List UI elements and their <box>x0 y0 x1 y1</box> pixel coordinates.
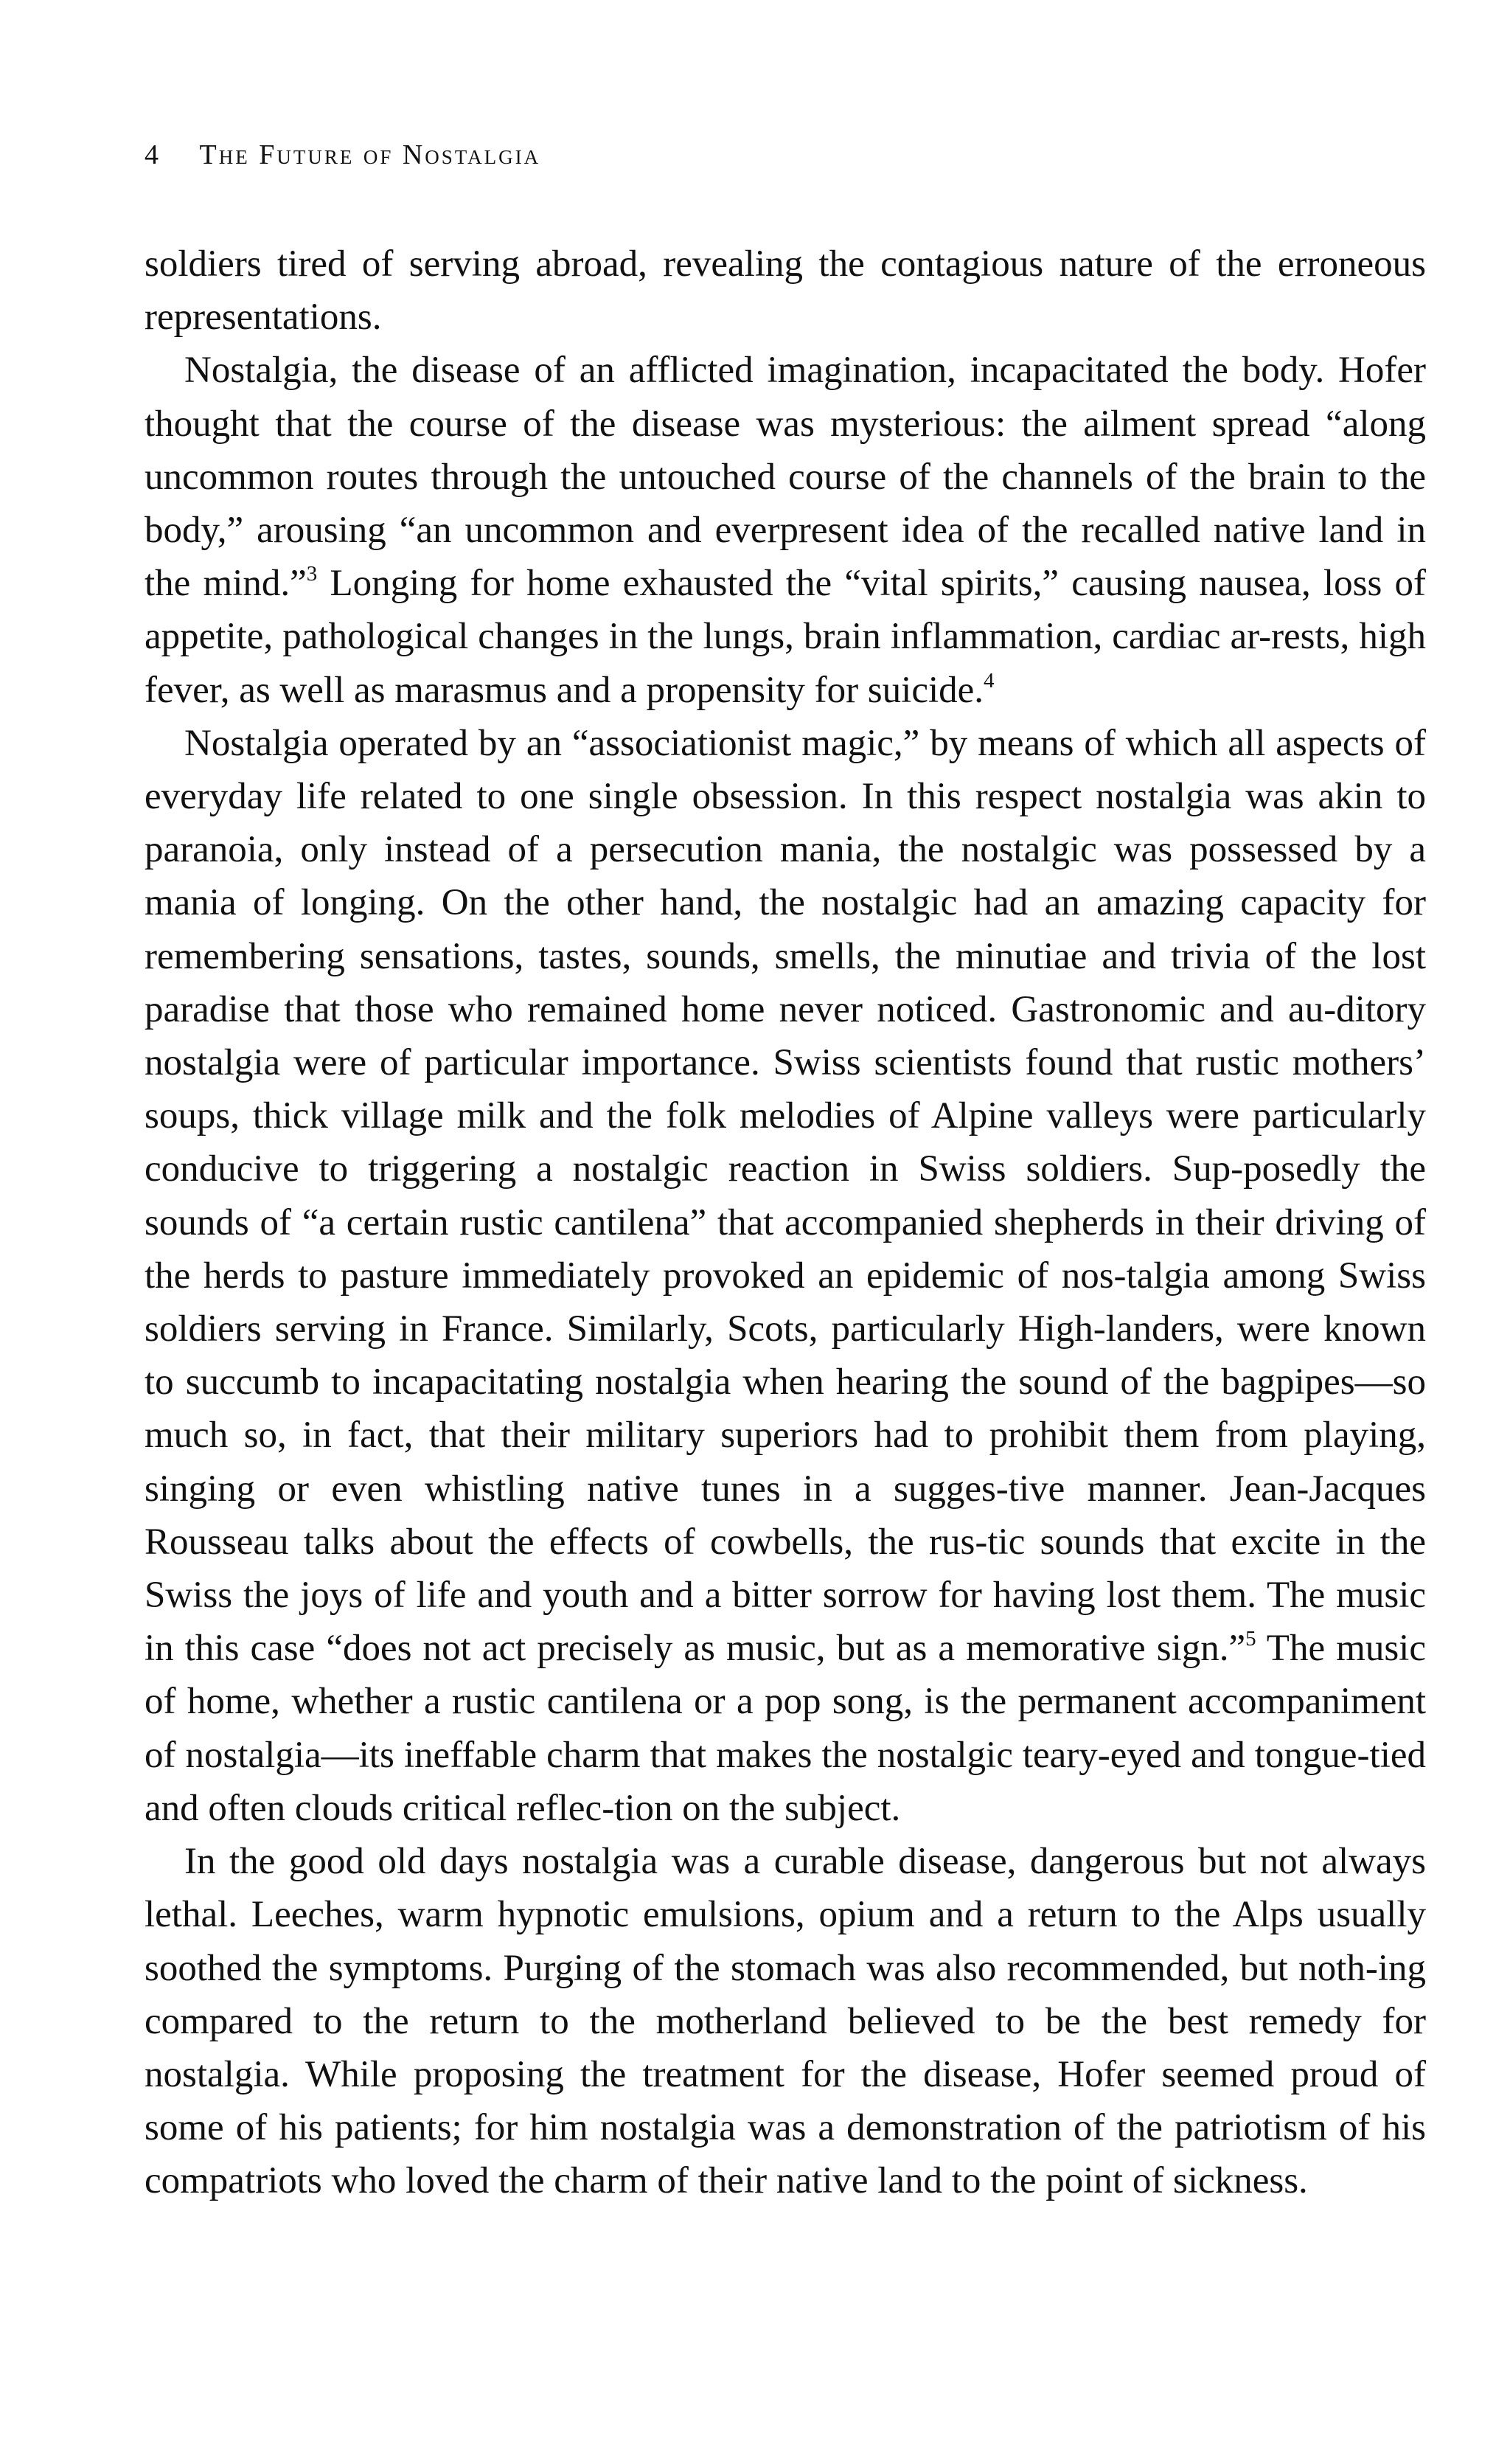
running-head <box>145 139 540 171</box>
paragraph-text: soldiers tired of serving abroad, revealing the contagious nature of the erroneous representations. <box>145 243 1426 339</box>
paragraph <box>145 717 1426 1835</box>
body-text <box>145 237 1426 2208</box>
paragraph-text: Nostalgia operated by an “associationist magic,” by means of which all aspects of everyday life related to one single obsession. In this respect nostalgia was akin to paranoia, only instead of a persecution mania, the nostalgic was possessed by a mania of longing. On the other hand, the nostalgic had an amazing capacity for remembering sensations, tastes, sounds, smells, the minutiae and trivia of the lost paradise that those who remained home never noticed. Gastronomic and au-ditory nostalgia were of particular importance. Swiss scientists found that rustic mothers’ soups, thick village milk and the folk melodies of Alpine valleys were particularly conducive to triggering a nostalgic reaction in Swiss soldiers. Sup-posedly the sounds of “a certain rustic cantilena” that accompanied shepherds in their driving of the herds to pasture immediately provoked an epidemic of nos-talgia among Swiss soldiers serving in France. Similarly, Scots, particularly High-landers, were known to succumb to incapacitating nostalgia when hearing the sound of the bagpipes—so much so, in fact, that their military superiors had to prohibit them from playing, singing or even whistling native tunes in a sugges-tive manner. Jean-Jacques Rousseau talks about the effects of cowbells, the rus-tic sounds that excite in the Swiss the joys of life and youth and a bitter sorrow for having lost them. The music in this case “does not act precisely as music, but as a memorative sign.” <box>145 722 1426 1670</box>
footnote-marker: 4 <box>984 668 995 693</box>
paragraph-text: Nostalgia, the disease of an afflicted imagination, incapacitated the body. Hofer thought that the course of the disease was mysterious: the ailment spread “along uncommon routes through the untouched course of the channels of the brain to the body,” arousing “an uncommon and everpresent idea of the recalled native land in the mind.” <box>145 350 1426 605</box>
paragraph-text: Longing for home exhausted the “vital spirits,” causing nausea, loss of appetite, pathological changes in the lungs, brain inflammation, cardiac ar-rests, high fever, as well as marasmus and a propensity for suicide. <box>145 563 1427 711</box>
paragraph <box>145 237 1426 344</box>
page-number: 4 <box>145 139 159 170</box>
paragraph <box>145 344 1426 716</box>
paragraph-text: In the good old days nostalgia was a curable disease, dangerous but not always lethal. Leeches, warm hypnotic emulsions, opium and a return to the Alps usually soothed the symptoms. Purging of the stomach was also recommended, but noth-ing compared to the return to the motherland believed to be the best remedy for nostalgia. While proposing the treatment for the disease, Hofer seemed proud of some of his patients; for him nostalgia was a demonstration of the patriotism of his compatriots who loved the charm of their native land to the point of sickness. <box>145 1841 1426 2202</box>
footnote-marker: 5 <box>1245 1627 1256 1651</box>
paragraph-text: The music of home, whether a rustic cantilena or a pop song, is the permanent accompaniment of nostalgia—its ineffable charm that makes the nostalgic teary-eyed and tongue-tied and often clouds critical reflec-tion on the subject. <box>145 1628 1426 1829</box>
book-title: The Future of Nostalgia <box>199 139 541 170</box>
paragraph <box>145 1835 1426 2207</box>
footnote-marker: 3 <box>306 562 318 586</box>
